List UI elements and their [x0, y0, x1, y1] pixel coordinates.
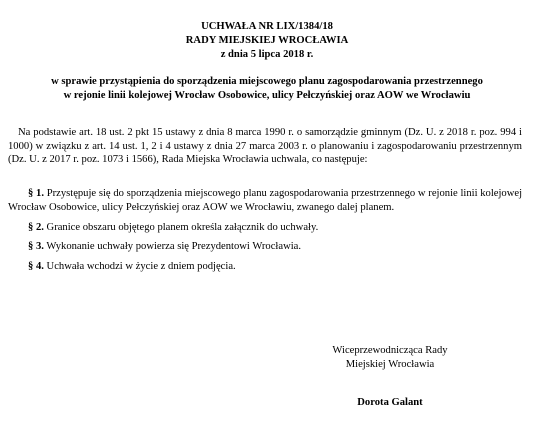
section-text: Uchwała wchodzi w życie z dniem podjęcia. [46, 261, 236, 272]
signature-title-line-2: Miejskiej Wrocławia [345, 359, 435, 370]
section-1 [8, 187, 522, 214]
resolution-subject [0, 75, 534, 103]
subject-line-1: w sprawie przystąpienia do sporządzenia miejscowego planu zagospodarowania przestrzennego [51, 76, 483, 87]
signature-title-line-1: Wiceprzewodnicząca Rady [332, 345, 448, 356]
resolution-date: z dnia 5 lipca 2018 r. [220, 49, 314, 60]
section-2 [8, 221, 522, 235]
section-3 [8, 240, 522, 254]
section-mark: § 3. [28, 241, 44, 252]
signer-name: Dorota Galant [357, 397, 423, 408]
subject-line-2: w rejonie linii kolejowej Wrocław Osobowice, ulicy Pełczyńskiej oraz AOW we Wrocławiu [63, 90, 471, 101]
section-mark: § 2. [28, 222, 44, 233]
section-mark: § 1. [28, 188, 44, 199]
resolution-header [0, 20, 534, 62]
legal-basis-preamble: Na podstawie art. 18 ust. 2 pkt 15 ustawy z dnia 8 marca 1990 r. o samorządzie gminnym (Dz. U. z 2018 r. poz. 994 i 1000) w związku z art. 14 ust. 1, 2 i 4 ustawy z dnia 27 marca 2003 r. o planowaniu i zagospodarowaniu przestrzennym (Dz. U. z 2017 r. poz. 1073 i 1566), Rada Miejska Wrocławia uchwala, co następuje: [8, 127, 522, 165]
section-4 [8, 260, 522, 274]
section-text: Wykonanie uchwały powierza się Prezydentowi Wrocławia. [46, 241, 302, 252]
signature-title [300, 344, 480, 372]
council-name: RADY MIEJSKIEJ WROCŁAWIA [185, 35, 349, 46]
resolution-number: UCHWAŁA NR LIX/1384/18 [201, 21, 333, 32]
section-mark: § 4. [28, 261, 44, 272]
section-text: Granice obszaru objętego planem określa załącznik do uchwały. [46, 222, 319, 233]
section-text: Przystępuje się do sporządzenia miejscowego planu zagospodarowania przestrzennego w rejonie linii kolejowej Wrocław Osobowice, ulicy Pełczyńskiej oraz AOW we Wrocławiu, zwanego dalej planem. [8, 188, 523, 213]
